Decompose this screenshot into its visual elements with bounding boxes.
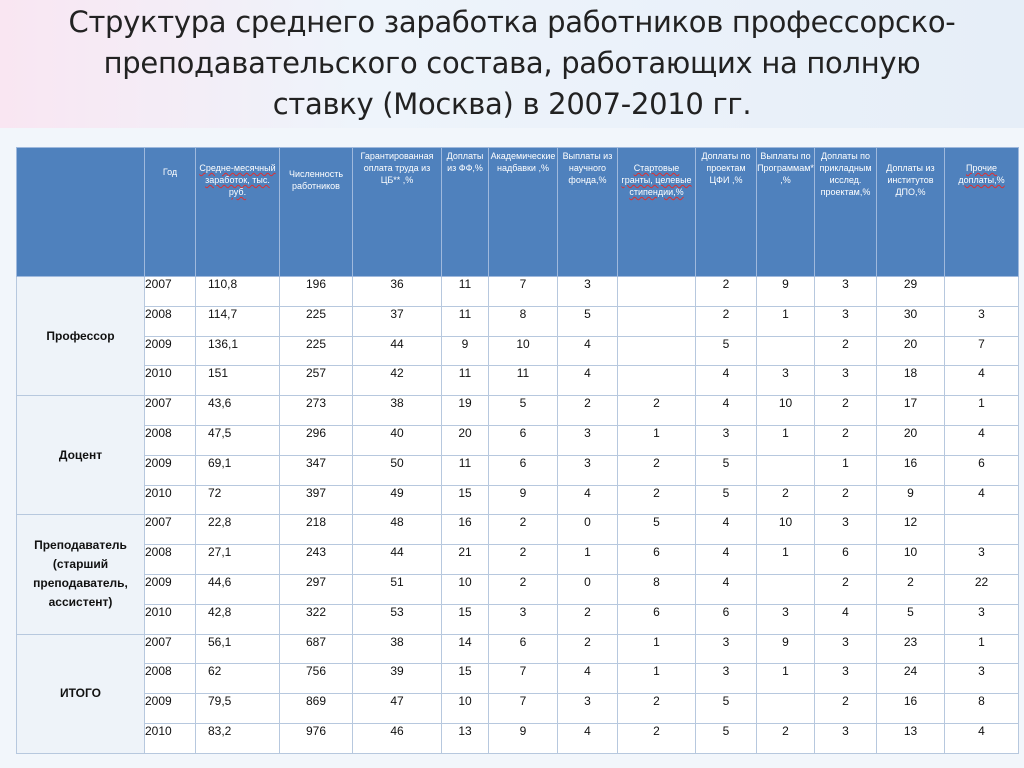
cell-avg-salary: 110,8 xyxy=(196,277,280,307)
cell-academic-bonus: 2 xyxy=(489,574,558,604)
cell-science-fund: 3 xyxy=(558,277,618,307)
cell-programs: 1 xyxy=(757,664,815,694)
cell-guaranteed-pay: 39 xyxy=(353,664,442,694)
group-label: Доцент xyxy=(17,396,145,515)
cell-year: 2007 xyxy=(145,515,196,545)
cell-academic-bonus: 6 xyxy=(489,455,558,485)
cell-guaranteed-pay: 42 xyxy=(353,366,442,396)
cell-cfi-projects: 4 xyxy=(696,396,757,426)
cell-cfi-projects: 4 xyxy=(696,515,757,545)
cell-cfi-projects: 2 xyxy=(696,306,757,336)
cell-headcount: 347 xyxy=(280,455,353,485)
cell-other-payments: 8 xyxy=(945,694,1019,724)
header-cfi-projects: Доплаты по проектам ЦФИ ,% xyxy=(696,148,757,277)
cell-year: 2007 xyxy=(145,277,196,307)
cell-academic-bonus: 9 xyxy=(489,485,558,515)
cell-dpo-institutes: 20 xyxy=(877,336,945,366)
cell-ff-payments: 11 xyxy=(442,455,489,485)
cell-guaranteed-pay: 38 xyxy=(353,396,442,426)
cell-dpo-institutes: 16 xyxy=(877,694,945,724)
cell-avg-salary: 72 xyxy=(196,485,280,515)
cell-cfi-projects: 5 xyxy=(696,455,757,485)
cell-applied-research: 3 xyxy=(815,277,877,307)
cell-year: 2009 xyxy=(145,574,196,604)
cell-ff-payments: 10 xyxy=(442,574,489,604)
cell-programs: 1 xyxy=(757,545,815,575)
cell-start-grants: 5 xyxy=(618,515,696,545)
group-label: Профессор xyxy=(17,277,145,396)
cell-science-fund: 2 xyxy=(558,634,618,664)
table-row xyxy=(17,634,1019,664)
cell-dpo-institutes: 9 xyxy=(877,485,945,515)
cell-cfi-projects: 3 xyxy=(696,634,757,664)
cell-ff-payments: 11 xyxy=(442,277,489,307)
group-label: ИТОГО xyxy=(17,634,145,753)
cell-dpo-institutes: 23 xyxy=(877,634,945,664)
cell-applied-research: 6 xyxy=(815,545,877,575)
cell-guaranteed-pay: 49 xyxy=(353,485,442,515)
cell-year: 2009 xyxy=(145,455,196,485)
cell-guaranteed-pay: 46 xyxy=(353,723,442,753)
cell-science-fund: 0 xyxy=(558,574,618,604)
cell-headcount: 296 xyxy=(280,425,353,455)
cell-programs: 9 xyxy=(757,634,815,664)
cell-cfi-projects: 4 xyxy=(696,545,757,575)
cell-other-payments: 4 xyxy=(945,366,1019,396)
cell-academic-bonus: 8 xyxy=(489,306,558,336)
cell-dpo-institutes: 20 xyxy=(877,425,945,455)
cell-other-payments: 22 xyxy=(945,574,1019,604)
cell-dpo-institutes: 16 xyxy=(877,455,945,485)
cell-other-payments xyxy=(945,277,1019,307)
cell-applied-research: 3 xyxy=(815,723,877,753)
cell-ff-payments: 19 xyxy=(442,396,489,426)
cell-other-payments xyxy=(945,515,1019,545)
header-ff-payments: Доплаты из ФФ,% xyxy=(442,148,489,277)
cell-start-grants: 1 xyxy=(618,634,696,664)
cell-start-grants xyxy=(618,277,696,307)
cell-headcount: 196 xyxy=(280,277,353,307)
cell-avg-salary: 69,1 xyxy=(196,455,280,485)
cell-other-payments: 3 xyxy=(945,545,1019,575)
cell-programs: 1 xyxy=(757,306,815,336)
cell-science-fund: 4 xyxy=(558,664,618,694)
cell-ff-payments: 9 xyxy=(442,336,489,366)
cell-year: 2010 xyxy=(145,723,196,753)
cell-applied-research: 3 xyxy=(815,634,877,664)
cell-headcount: 257 xyxy=(280,366,353,396)
table-row xyxy=(17,664,1019,694)
cell-science-fund: 4 xyxy=(558,336,618,366)
cell-start-grants: 2 xyxy=(618,694,696,724)
cell-headcount: 273 xyxy=(280,396,353,426)
cell-guaranteed-pay: 53 xyxy=(353,604,442,634)
cell-programs: 1 xyxy=(757,425,815,455)
cell-avg-salary: 151 xyxy=(196,366,280,396)
cell-guaranteed-pay: 47 xyxy=(353,694,442,724)
cell-cfi-projects: 4 xyxy=(696,574,757,604)
table-row xyxy=(17,485,1019,515)
cell-guaranteed-pay: 44 xyxy=(353,545,442,575)
cell-programs: 3 xyxy=(757,366,815,396)
cell-year: 2009 xyxy=(145,336,196,366)
table-row xyxy=(17,277,1019,307)
cell-applied-research: 2 xyxy=(815,485,877,515)
cell-guaranteed-pay: 38 xyxy=(353,634,442,664)
cell-headcount: 869 xyxy=(280,694,353,724)
cell-science-fund: 5 xyxy=(558,306,618,336)
title-line-2: преподавательского состава, работающих на полную xyxy=(103,46,921,80)
cell-year: 2008 xyxy=(145,425,196,455)
cell-guaranteed-pay: 44 xyxy=(353,336,442,366)
cell-dpo-institutes: 5 xyxy=(877,604,945,634)
cell-science-fund: 3 xyxy=(558,694,618,724)
cell-academic-bonus: 10 xyxy=(489,336,558,366)
cell-applied-research: 3 xyxy=(815,366,877,396)
cell-ff-payments: 14 xyxy=(442,634,489,664)
header-year: Год xyxy=(145,148,196,277)
header-academic-bonus: Академические надбавки ,% xyxy=(489,148,558,277)
cell-applied-research: 3 xyxy=(815,664,877,694)
cell-science-fund: 4 xyxy=(558,485,618,515)
cell-academic-bonus: 9 xyxy=(489,723,558,753)
cell-year: 2007 xyxy=(145,634,196,664)
cell-avg-salary: 114,7 xyxy=(196,306,280,336)
table-row xyxy=(17,694,1019,724)
cell-programs: 9 xyxy=(757,277,815,307)
cell-academic-bonus: 2 xyxy=(489,545,558,575)
cell-science-fund: 2 xyxy=(558,396,618,426)
table-row xyxy=(17,455,1019,485)
cell-dpo-institutes: 30 xyxy=(877,306,945,336)
cell-academic-bonus: 3 xyxy=(489,604,558,634)
cell-cfi-projects: 3 xyxy=(696,664,757,694)
cell-programs xyxy=(757,694,815,724)
cell-avg-salary: 136,1 xyxy=(196,336,280,366)
table-row xyxy=(17,366,1019,396)
cell-start-grants: 6 xyxy=(618,604,696,634)
cell-start-grants: 2 xyxy=(618,396,696,426)
cell-science-fund: 4 xyxy=(558,366,618,396)
cell-year: 2007 xyxy=(145,396,196,426)
cell-dpo-institutes: 18 xyxy=(877,366,945,396)
cell-science-fund: 4 xyxy=(558,723,618,753)
cell-dpo-institutes: 10 xyxy=(877,545,945,575)
title-line-1: Структура среднего заработка работников профессорско- xyxy=(68,5,956,39)
cell-programs: 3 xyxy=(757,604,815,634)
table-row xyxy=(17,604,1019,634)
cell-year: 2010 xyxy=(145,366,196,396)
cell-avg-salary: 44,6 xyxy=(196,574,280,604)
cell-ff-payments: 20 xyxy=(442,425,489,455)
cell-programs: 10 xyxy=(757,515,815,545)
cell-headcount: 243 xyxy=(280,545,353,575)
cell-science-fund: 0 xyxy=(558,515,618,545)
cell-other-payments: 7 xyxy=(945,336,1019,366)
cell-year: 2010 xyxy=(145,604,196,634)
cell-ff-payments: 10 xyxy=(442,694,489,724)
cell-other-payments: 1 xyxy=(945,634,1019,664)
cell-dpo-institutes: 13 xyxy=(877,723,945,753)
cell-avg-salary: 22,8 xyxy=(196,515,280,545)
header-group xyxy=(17,148,145,277)
cell-science-fund: 3 xyxy=(558,455,618,485)
cell-start-grants: 2 xyxy=(618,455,696,485)
cell-avg-salary: 42,8 xyxy=(196,604,280,634)
cell-headcount: 687 xyxy=(280,634,353,664)
cell-headcount: 225 xyxy=(280,336,353,366)
table-row xyxy=(17,545,1019,575)
cell-cfi-projects: 5 xyxy=(696,694,757,724)
cell-ff-payments: 21 xyxy=(442,545,489,575)
cell-year: 2009 xyxy=(145,694,196,724)
cell-guaranteed-pay: 37 xyxy=(353,306,442,336)
cell-cfi-projects: 5 xyxy=(696,485,757,515)
cell-other-payments: 4 xyxy=(945,485,1019,515)
cell-ff-payments: 15 xyxy=(442,664,489,694)
table-row xyxy=(17,336,1019,366)
cell-start-grants: 1 xyxy=(618,425,696,455)
table-row xyxy=(17,396,1019,426)
cell-avg-salary: 79,5 xyxy=(196,694,280,724)
cell-dpo-institutes: 24 xyxy=(877,664,945,694)
cell-cfi-projects: 2 xyxy=(696,277,757,307)
cell-headcount: 218 xyxy=(280,515,353,545)
cell-guaranteed-pay: 51 xyxy=(353,574,442,604)
cell-avg-salary: 83,2 xyxy=(196,723,280,753)
cell-applied-research: 2 xyxy=(815,425,877,455)
header-dpo-institutes: Доплаты из институтов ДПО,% xyxy=(877,148,945,277)
cell-guaranteed-pay: 48 xyxy=(353,515,442,545)
cell-other-payments: 3 xyxy=(945,306,1019,336)
header-row xyxy=(17,148,1019,277)
header-headcount: Численность работников xyxy=(280,148,353,277)
cell-dpo-institutes: 12 xyxy=(877,515,945,545)
header-programs: Выплаты по Программам* ,% xyxy=(757,148,815,277)
cell-headcount: 976 xyxy=(280,723,353,753)
cell-science-fund: 3 xyxy=(558,425,618,455)
cell-avg-salary: 27,1 xyxy=(196,545,280,575)
cell-cfi-projects: 5 xyxy=(696,723,757,753)
cell-applied-research: 3 xyxy=(815,306,877,336)
title-line-3: ставку (Москва) в 2007-2010 гг. xyxy=(272,87,752,121)
cell-avg-salary: 56,1 xyxy=(196,634,280,664)
cell-guaranteed-pay: 40 xyxy=(353,425,442,455)
cell-other-payments: 1 xyxy=(945,396,1019,426)
cell-year: 2008 xyxy=(145,306,196,336)
header-applied-research: Доплаты по прикладным исслед. проектам,% xyxy=(815,148,877,277)
cell-applied-research: 4 xyxy=(815,604,877,634)
cell-year: 2008 xyxy=(145,664,196,694)
table-row xyxy=(17,574,1019,604)
cell-programs xyxy=(757,455,815,485)
cell-dpo-institutes: 29 xyxy=(877,277,945,307)
cell-ff-payments: 11 xyxy=(442,306,489,336)
cell-ff-payments: 15 xyxy=(442,485,489,515)
cell-academic-bonus: 6 xyxy=(489,634,558,664)
header-start-grants: Стартовые гранты, целевые стипендии,% xyxy=(618,148,696,277)
cell-start-grants: 8 xyxy=(618,574,696,604)
cell-cfi-projects: 5 xyxy=(696,336,757,366)
group-label: Преподаватель (старший преподаватель, ассистент) xyxy=(17,515,145,634)
cell-headcount: 322 xyxy=(280,604,353,634)
cell-science-fund: 2 xyxy=(558,604,618,634)
cell-ff-payments: 13 xyxy=(442,723,489,753)
cell-academic-bonus: 7 xyxy=(489,694,558,724)
cell-other-payments: 3 xyxy=(945,664,1019,694)
cell-academic-bonus: 7 xyxy=(489,277,558,307)
cell-programs xyxy=(757,336,815,366)
cell-headcount: 225 xyxy=(280,306,353,336)
cell-avg-salary: 43,6 xyxy=(196,396,280,426)
cell-programs: 10 xyxy=(757,396,815,426)
cell-guaranteed-pay: 50 xyxy=(353,455,442,485)
cell-headcount: 397 xyxy=(280,485,353,515)
header-science-fund: Выплаты из научного фонда,% xyxy=(558,148,618,277)
cell-academic-bonus: 11 xyxy=(489,366,558,396)
cell-start-grants xyxy=(618,306,696,336)
table-row xyxy=(17,515,1019,545)
cell-applied-research: 2 xyxy=(815,396,877,426)
cell-other-payments: 4 xyxy=(945,425,1019,455)
cell-guaranteed-pay: 36 xyxy=(353,277,442,307)
cell-applied-research: 1 xyxy=(815,455,877,485)
cell-ff-payments: 15 xyxy=(442,604,489,634)
header-other-payments: Прочие доплаты,% xyxy=(945,148,1019,277)
cell-dpo-institutes: 17 xyxy=(877,396,945,426)
cell-programs xyxy=(757,574,815,604)
cell-applied-research: 2 xyxy=(815,574,877,604)
cell-ff-payments: 16 xyxy=(442,515,489,545)
cell-year: 2008 xyxy=(145,545,196,575)
header-avg-salary: Средне-месячный заработок, тыс. руб. xyxy=(196,148,280,277)
cell-start-grants xyxy=(618,366,696,396)
cell-cfi-projects: 3 xyxy=(696,425,757,455)
cell-avg-salary: 62 xyxy=(196,664,280,694)
cell-start-grants: 1 xyxy=(618,664,696,694)
cell-academic-bonus: 6 xyxy=(489,425,558,455)
table-row xyxy=(17,723,1019,753)
cell-academic-bonus: 7 xyxy=(489,664,558,694)
cell-start-grants xyxy=(618,336,696,366)
cell-cfi-projects: 4 xyxy=(696,366,757,396)
cell-headcount: 756 xyxy=(280,664,353,694)
slide-title xyxy=(0,2,1024,126)
cell-other-payments: 4 xyxy=(945,723,1019,753)
cell-year: 2010 xyxy=(145,485,196,515)
cell-academic-bonus: 5 xyxy=(489,396,558,426)
cell-programs: 2 xyxy=(757,485,815,515)
cell-science-fund: 1 xyxy=(558,545,618,575)
cell-start-grants: 2 xyxy=(618,485,696,515)
cell-start-grants: 2 xyxy=(618,723,696,753)
cell-start-grants: 6 xyxy=(618,545,696,575)
cell-headcount: 297 xyxy=(280,574,353,604)
cell-academic-bonus: 2 xyxy=(489,515,558,545)
cell-programs: 2 xyxy=(757,723,815,753)
cell-applied-research: 3 xyxy=(815,515,877,545)
cell-applied-research: 2 xyxy=(815,336,877,366)
cell-avg-salary: 47,5 xyxy=(196,425,280,455)
salary-structure-table xyxy=(16,147,1019,754)
header-guaranteed-pay: Гарантированная оплата труда из ЦБ** ,% xyxy=(353,148,442,277)
table-row xyxy=(17,425,1019,455)
cell-applied-research: 2 xyxy=(815,694,877,724)
cell-ff-payments: 11 xyxy=(442,366,489,396)
cell-cfi-projects: 6 xyxy=(696,604,757,634)
table-row xyxy=(17,306,1019,336)
cell-other-payments: 3 xyxy=(945,604,1019,634)
cell-dpo-institutes: 2 xyxy=(877,574,945,604)
cell-other-payments: 6 xyxy=(945,455,1019,485)
